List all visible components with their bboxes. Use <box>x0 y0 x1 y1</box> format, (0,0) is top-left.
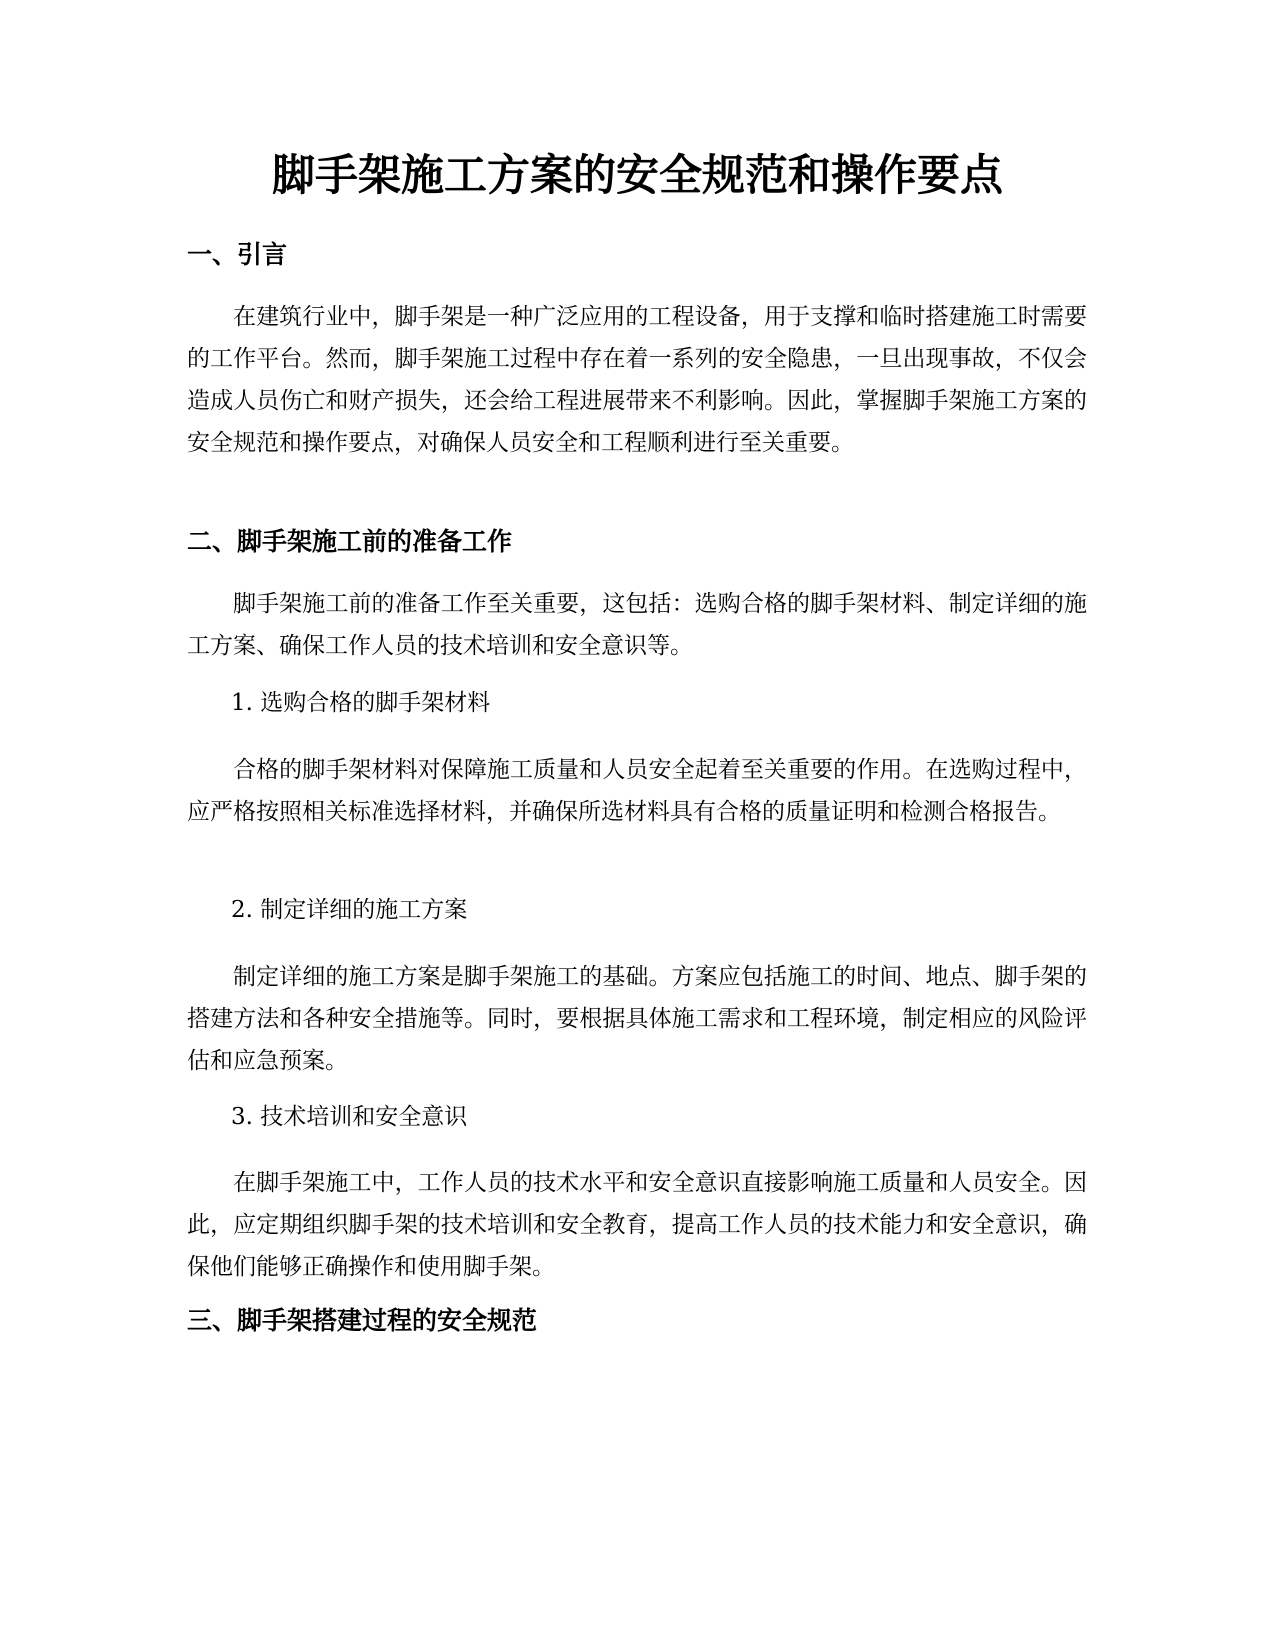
item-paragraph-plan: 制定详细的施工方案是脚手架施工的基础。方案应包括施工的时间、地点、脚手架的搭建方法和各种安全措施等。同时，要根据具体施工需求和工程环境，制定相应的风险评估和应急预案。 <box>187 964 1087 1074</box>
section-heading-introduction: 一、引言 <box>187 240 288 269</box>
item-label-plan: 2. 制定详细的施工方案 <box>231 897 468 923</box>
document-title: 脚手架施工方案的安全规范和操作要点 <box>272 151 1003 201</box>
introduction-paragraph: 在建筑行业中，脚手架是一种广泛应用的工程设备，用于支撑和临时搭建施工时需要的工作平台。然而，脚手架施工过程中存在着一系列的安全隐患，一旦出现事故，不仅会造成人员伤亡和财产损失，还会给工程进展带来不利影响。因此，掌握脚手架施工方案的安全规范和操作要点，对确保人员安全和工程顺利进行至关重要。 <box>187 304 1087 456</box>
preparation-paragraph: 脚手架施工前的准备工作至关重要，这包括：选购合格的脚手架材料、制定详细的施工方案、确保工作人员的技术培训和安全意识等。 <box>187 591 1087 659</box>
section-heading-safety-rules: 三、脚手架搭建过程的安全规范 <box>187 1306 538 1335</box>
section-heading-preparation: 二、脚手架施工前的准备工作 <box>187 527 513 556</box>
item-paragraph-materials: 合格的脚手架材料对保障施工质量和人员安全起着至关重要的作用。在选购过程中，应严格按照相关标准选择材料，并确保所选材料具有合格的质量证明和检测合格报告。 <box>187 757 1087 825</box>
item-paragraph-training: 在脚手架施工中，工作人员的技术水平和安全意识直接影响施工质量和人员安全。因此，应定期组织脚手架的技术培训和安全教育，提高工作人员的技术能力和安全意识，确保他们能够正确操作和使用脚手架。 <box>187 1170 1087 1280</box>
item-label-training: 3. 技术培训和安全意识 <box>231 1104 468 1130</box>
item-label-materials: 1. 选购合格的脚手架材料 <box>231 690 491 716</box>
